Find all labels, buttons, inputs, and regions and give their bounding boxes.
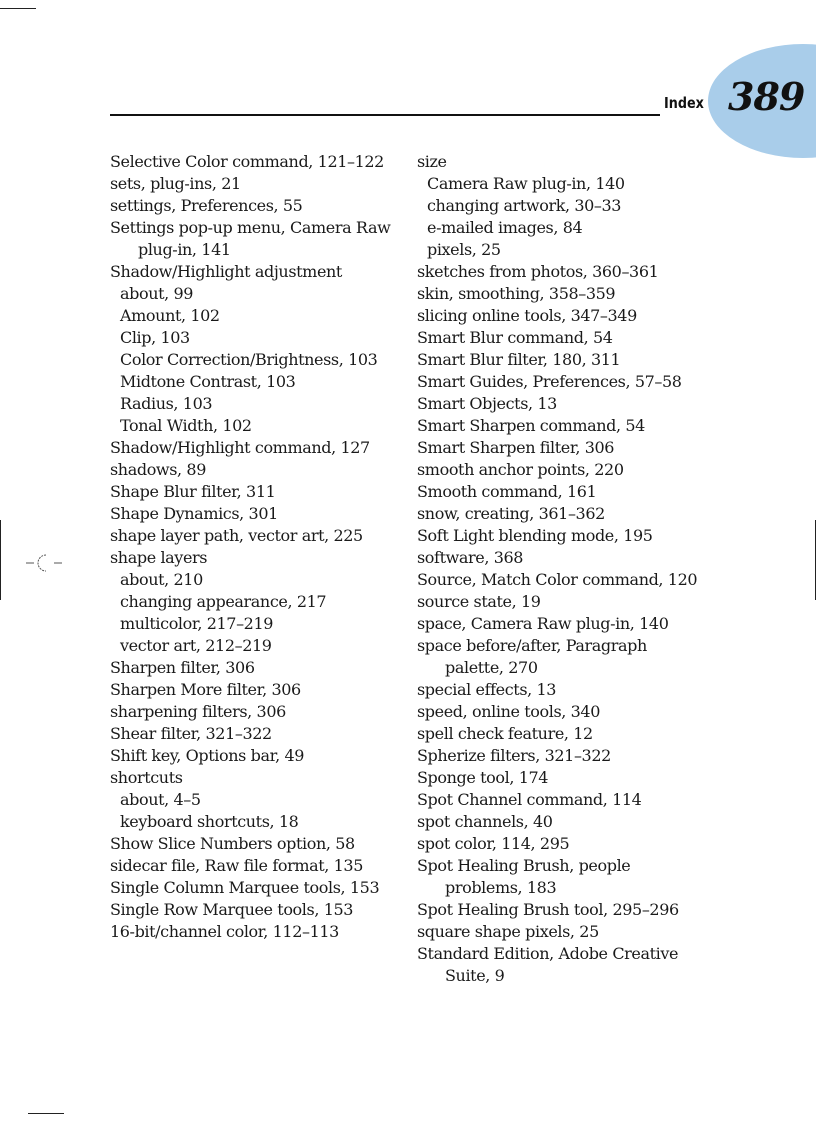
index-entry: shape layers	[110, 548, 208, 567]
index-subentry: vector art, 212–219	[120, 636, 272, 655]
index-subentry: about, 99	[120, 284, 194, 303]
index-entry: spot color, 114, 295	[417, 834, 570, 853]
index-entry: sketches from photos, 360–361	[417, 262, 659, 281]
index-entry-continuation: problems, 183	[445, 878, 557, 897]
index-entry: 16-bit/channel color, 112–113	[110, 922, 339, 941]
index-subentry: Radius, 103	[120, 394, 213, 413]
index-entry: Sharpen filter, 306	[110, 658, 255, 677]
index-entry: skin, smoothing, 358–359	[417, 284, 616, 303]
index-subentry: changing artwork, 30–33	[427, 196, 622, 215]
index-entry: spell check feature, 12	[417, 724, 593, 743]
index-column-left	[110, 151, 410, 943]
index-subentry: Tonal Width, 102	[120, 416, 252, 435]
registration-mark-icon	[24, 553, 64, 573]
index-entry: Shear filter, 321–322	[110, 724, 272, 743]
page-number: 389	[728, 74, 805, 119]
index-entry: Shadow/Highlight adjustment	[110, 262, 342, 281]
index-entry: Spherize filters, 321–322	[417, 746, 611, 765]
index-entry: software, 368	[417, 548, 524, 567]
index-entry: shadows, 89	[110, 460, 206, 479]
index-entry: Shape Blur filter, 311	[110, 482, 276, 501]
header-rule	[110, 114, 660, 116]
index-entry: source state, 19	[417, 592, 541, 611]
crop-mark-bottom-left	[28, 1113, 64, 1114]
index-entry-continuation: palette, 270	[445, 658, 538, 677]
index-entry: settings, Preferences, 55	[110, 196, 303, 215]
index-subentry: multicolor, 217–219	[120, 614, 274, 633]
crop-mark-left-vertical	[0, 520, 1, 600]
index-entry: Smart Sharpen command, 54	[417, 416, 645, 435]
index-entry: Single Column Marquee tools, 153	[110, 878, 380, 897]
index-entry: speed, online tools, 340	[417, 702, 600, 721]
index-entry: Spot Channel command, 114	[417, 790, 642, 809]
index-entry: spot channels, 40	[417, 812, 553, 831]
index-subentry: Clip, 103	[120, 328, 190, 347]
index-entry: special effects, 13	[417, 680, 557, 699]
index-entry: Smart Objects, 13	[417, 394, 557, 413]
index-entry: Sponge tool, 174	[417, 768, 549, 787]
index-entry: Spot Healing Brush, people	[417, 856, 631, 875]
index-subentry: pixels, 25	[427, 240, 501, 259]
index-entry: Smart Blur command, 54	[417, 328, 613, 347]
index-subentry: Amount, 102	[120, 306, 220, 325]
index-entry: Smooth command, 161	[417, 482, 597, 501]
index-entry: Show Slice Numbers option, 58	[110, 834, 355, 853]
index-entry: Settings pop-up menu, Camera Raw	[110, 218, 391, 237]
index-column-right	[417, 151, 717, 987]
index-entry: Shape Dynamics, 301	[110, 504, 278, 523]
index-subentry: changing appearance, 217	[120, 592, 327, 611]
index-subentry: about, 4–5	[120, 790, 201, 809]
index-entry: Shift key, Options bar, 49	[110, 746, 305, 765]
index-subentry: e-mailed images, 84	[427, 218, 583, 237]
index-entry: Shadow/Highlight command, 127	[110, 438, 370, 457]
index-entry: slicing online tools, 347–349	[417, 306, 637, 325]
index-entry: Single Row Marquee tools, 153	[110, 900, 354, 919]
index-entry: Spot Healing Brush tool, 295–296	[417, 900, 679, 919]
index-entry: Standard Edition, Adobe Creative	[417, 944, 679, 963]
index-entry: smooth anchor points, 220	[417, 460, 624, 479]
index-entry: shape layer path, vector art, 225	[110, 526, 363, 545]
index-entry-continuation: Suite, 9	[445, 966, 505, 985]
index-subentry: Color Correction/Brightness, 103	[120, 350, 378, 369]
index-entry: Smart Guides, Preferences, 57–58	[417, 372, 682, 391]
index-subentry: Midtone Contrast, 103	[120, 372, 296, 391]
index-entry: space, Camera Raw plug-in, 140	[417, 614, 669, 633]
index-subentry: keyboard shortcuts, 18	[120, 812, 299, 831]
index-entry: sets, plug-ins, 21	[110, 174, 241, 193]
index-entry: size	[417, 152, 447, 171]
index-entry: square shape pixels, 25	[417, 922, 599, 941]
index-entry: sidecar file, Raw file format, 135	[110, 856, 363, 875]
index-entry: shortcuts	[110, 768, 183, 787]
index-entry: Smart Sharpen filter, 306	[417, 438, 615, 457]
index-entry: Selective Color command, 121–122	[110, 152, 384, 171]
index-entry: Sharpen More filter, 306	[110, 680, 301, 699]
crop-mark-top-left	[0, 8, 36, 9]
index-subentry: Camera Raw plug-in, 140	[427, 174, 625, 193]
index-subentry: about, 210	[120, 570, 203, 589]
index-entry: Smart Blur filter, 180, 311	[417, 350, 621, 369]
running-header: Index	[664, 94, 704, 112]
index-entry: sharpening filters, 306	[110, 702, 286, 721]
index-entry: Soft Light blending mode, 195	[417, 526, 653, 545]
index-entry: snow, creating, 361–362	[417, 504, 605, 523]
index-entry: Source, Match Color command, 120	[417, 570, 698, 589]
index-entry: space before/after, Paragraph	[417, 636, 647, 655]
index-entry-continuation: plug-in, 141	[138, 240, 231, 259]
